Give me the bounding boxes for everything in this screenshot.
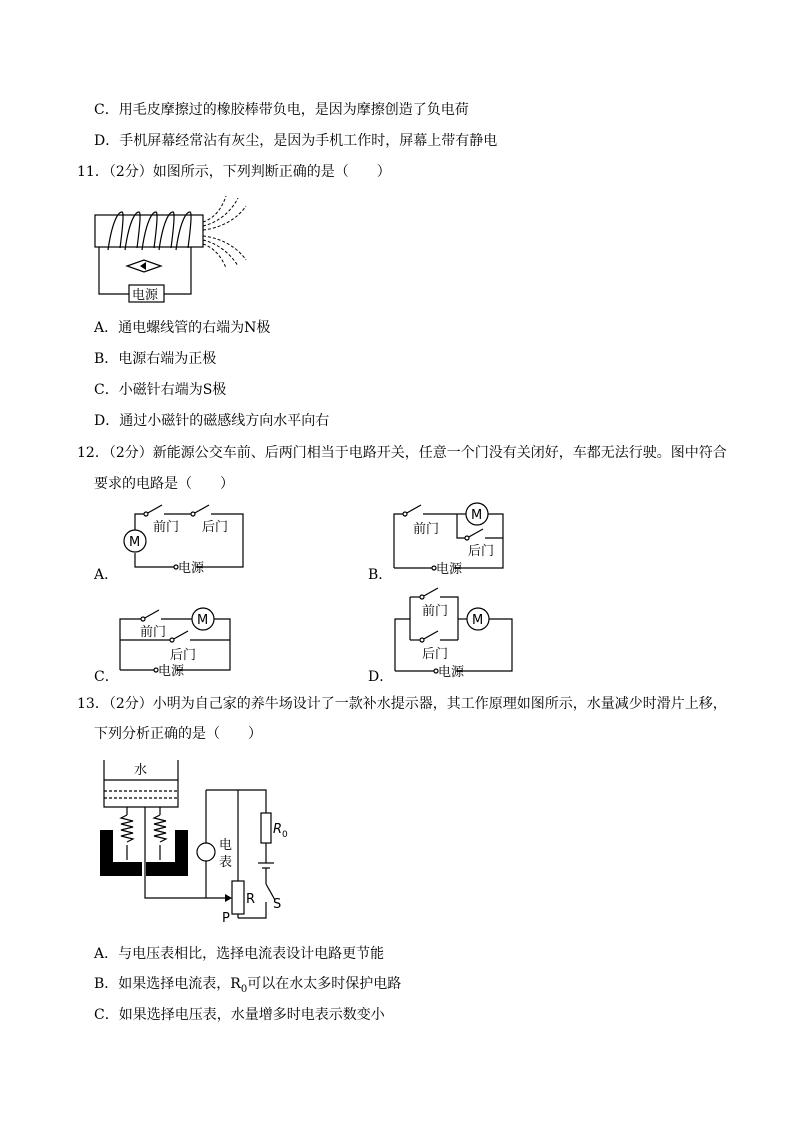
q13-stem-line1: 13．（2分）小明为自己家的养牛场设计了一款补水提示器，其工作原理如图所示，水量减少时滑片上移， (77, 696, 727, 712)
water-label: 水 (134, 763, 148, 778)
meter-label-2: 表 (219, 855, 233, 870)
q12-option-b-label: B． (368, 567, 393, 583)
front-door-c-label: 前门 (140, 625, 167, 640)
q13-stem-line2: 下列分析正确的是（ ） (94, 726, 262, 742)
front-door-a-label: 前门 (153, 520, 180, 535)
r0-label: R (273, 822, 283, 837)
q13-option-b-pre: B．如果选择电流表，R (94, 976, 241, 992)
q11-option-b: B．电源右端为正极 (94, 351, 217, 367)
q11-power-label: 电源 (132, 288, 159, 303)
q11-stem: 11．（2分）如图所示，下列判断正确的是（ ） (77, 164, 391, 180)
q11-option-d: D．通过小磁针的磁感线方向水平向右 (94, 413, 330, 429)
q12-option-c-label: C． (94, 669, 119, 685)
motor-a-label: M (129, 535, 141, 550)
q12-stem-line1: 12．（2分）新能源公交车前、后两门相当于电路开关，任意一个门没有关闭好，车都无法行驶。图中符合 (77, 445, 727, 461)
q12-option-d-label: D． (368, 669, 394, 685)
motor-d-label: M (472, 613, 484, 628)
power-d-label: 电源 (438, 665, 465, 680)
power-a-label: 电源 (178, 561, 205, 576)
back-door-b-label: 后门 (468, 544, 495, 559)
switch-s-label: S (273, 897, 282, 912)
q13-option-b (94, 975, 401, 999)
back-door-a-label: 后门 (202, 520, 229, 535)
q13-option-a: A．与电压表相比，选择电流表设计电路更节能 (94, 946, 385, 962)
front-door-d-label: 前门 (422, 604, 449, 619)
slider-p-label: P (222, 911, 230, 926)
r-label: R (246, 892, 256, 907)
front-door-b-label: 前门 (413, 522, 440, 537)
back-door-d-label: 后门 (422, 647, 449, 662)
motor-c-label: M (197, 613, 209, 628)
motor-b-label: M (471, 508, 483, 523)
power-b-label: 电源 (436, 562, 463, 577)
q11-option-c: C．小磁针右端为S极 (94, 382, 227, 398)
q13-option-b-post: 可以在水太多时保护电路 (247, 976, 402, 992)
q12-stem-line2: 要求的电路是（ ） (94, 476, 234, 492)
power-c-label: 电源 (158, 664, 185, 679)
q10-option-c: C．用毛皮摩擦过的橡胶棒带负电，是因为摩擦创造了负电荷 (94, 102, 469, 118)
meter-label-1: 电 (219, 838, 233, 853)
q13-option-b-sub: 0 (240, 983, 248, 995)
back-door-c-label: 后门 (170, 648, 197, 663)
q11-option-a: A．通电螺线管的右端为N极 (94, 320, 271, 336)
r0-subscript: 0 (282, 830, 288, 840)
q10-option-d: D．手机屏幕经常沾有灰尘，是因为手机工作时，屏幕上带有静电 (94, 133, 498, 149)
q13-option-c: C．如果选择电压表，水量增多时电表示数变小 (94, 1007, 385, 1023)
q12-option-a-label: A． (94, 567, 119, 583)
